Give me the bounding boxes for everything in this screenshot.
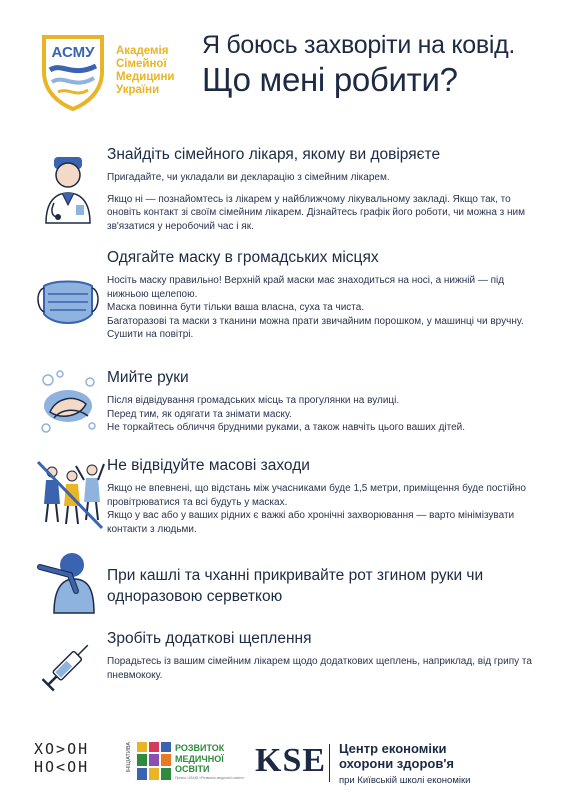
medical-education-logo (137, 740, 247, 790)
title-line-2: Що мені робити? (202, 61, 458, 98)
section-paragraph: Маска повинна бути тільки ваша власна, суха та чиста. (107, 302, 365, 313)
kse-subtitle: при Київській школі економіки (339, 775, 471, 786)
section-paragraph: Перед тим, як одягати та знімати маску. (107, 408, 292, 420)
logo-abbr: АСМУ (51, 44, 95, 61)
section-text (107, 368, 547, 435)
rmo-line: МЕДИЧНОЇ (175, 753, 224, 764)
academy-logo-text (116, 45, 175, 97)
section-title: Зробіть додаткові щеплення (107, 630, 312, 647)
no-crowds-icon (34, 458, 106, 530)
kse-divider (329, 744, 330, 782)
section-title: При кашлі та чханні прикривайте рот згином руки чи одноразовою серветкою (107, 567, 484, 605)
cough-elbow-icon (34, 545, 104, 615)
section-text (107, 248, 547, 342)
rmo-line: РОЗВИТОК (175, 743, 225, 753)
footer-logos (0, 730, 565, 800)
rmo-small-print: Проект USAID «Розвиток медичної освіти» (175, 776, 245, 780)
hoh-initiative-logo (34, 740, 134, 790)
academy-logo-shield-icon (38, 32, 108, 112)
people-mosaic-icon (137, 742, 171, 780)
section-paragraph: Порадьтесь із вашим сімейним лікарем щодо додаткових щеплень, наприклад, від грипу та пневмококу. (107, 656, 532, 681)
section-text (107, 456, 547, 536)
face-mask-icon (34, 268, 102, 340)
section-paragraph: Багаторазові та маски з тканини можна прати звичайним порошком, у машинці чи вручну. Сушити на повітрі. (107, 315, 524, 340)
header (0, 0, 565, 125)
section-title: Мийте руки (107, 369, 189, 386)
section-paragraph: Носіть маску правильно! Верхній край маски має знаходиться на носі, а нижній — під нижньою щелепою. (107, 275, 505, 300)
section-paragraph: Якщо у вас або у ваших рідних є важкі або хронічні захворювання — варто мінімізувати контакти з людьми. (107, 510, 515, 535)
kse-title (339, 741, 454, 771)
logo-line: Академія (116, 45, 169, 57)
kse-title-line: охорони здоров'я (339, 756, 455, 771)
section-text (107, 629, 547, 682)
section-paragraph: Якщо не впевнені, що відстань між учасниками буде 1,5 метри, приміщення буде постійно провітрюватися та всі будуть у масках. (107, 483, 526, 508)
kse-logo (255, 738, 555, 793)
rmo-line: ОСВІТИ (175, 764, 210, 774)
syringe-icon (34, 629, 102, 701)
hoh-vertical-label: ІНІЦІАТИВА (126, 742, 132, 773)
hoh-line-1: ХО>ОН (34, 740, 90, 758)
hand-washing-icon (34, 368, 102, 440)
doctor-icon (34, 153, 102, 225)
section-text (107, 145, 547, 233)
hoh-line-2: НО<ОН (34, 758, 90, 776)
logo-line: Сімейної (116, 58, 167, 70)
section-paragraph: Після відвідування громадських місць та прогулянки на вулиці. (107, 395, 400, 406)
section-title: Одягайте маску в громадських місцях (107, 249, 379, 266)
logo-line: України (116, 84, 160, 96)
section-title: Не відвідуйте масові заходи (107, 457, 310, 474)
section-title: Знайдіть сімейного лікаря, якому ви довіряєте (107, 146, 441, 163)
section-paragraph: Якщо ні — познайомтесь із лікарем у найближчому лікувальному закладі. Якщо так, то оновіть контакт зі своїм сімейним лікарем. Дізнайтесь графік його роботи, чи можна з ним зв'язатися у неробочий час і як. (107, 193, 526, 232)
section-paragraph: Не торкайтесь обличчя брудними руками, а також навчіть цього ваших дітей. (107, 422, 466, 433)
kse-title-line: Центр економіки (339, 741, 447, 756)
section-text (107, 565, 547, 614)
page-title (202, 30, 552, 100)
section-paragraph: Пригадайте, чи укладали ви декларацію з сімейним лікарем. (107, 172, 390, 183)
kse-mark: KSE (255, 742, 327, 779)
title-line-1: Я боюсь захворіти на ковід. (202, 31, 516, 59)
logo-line: Медицини (116, 71, 175, 83)
